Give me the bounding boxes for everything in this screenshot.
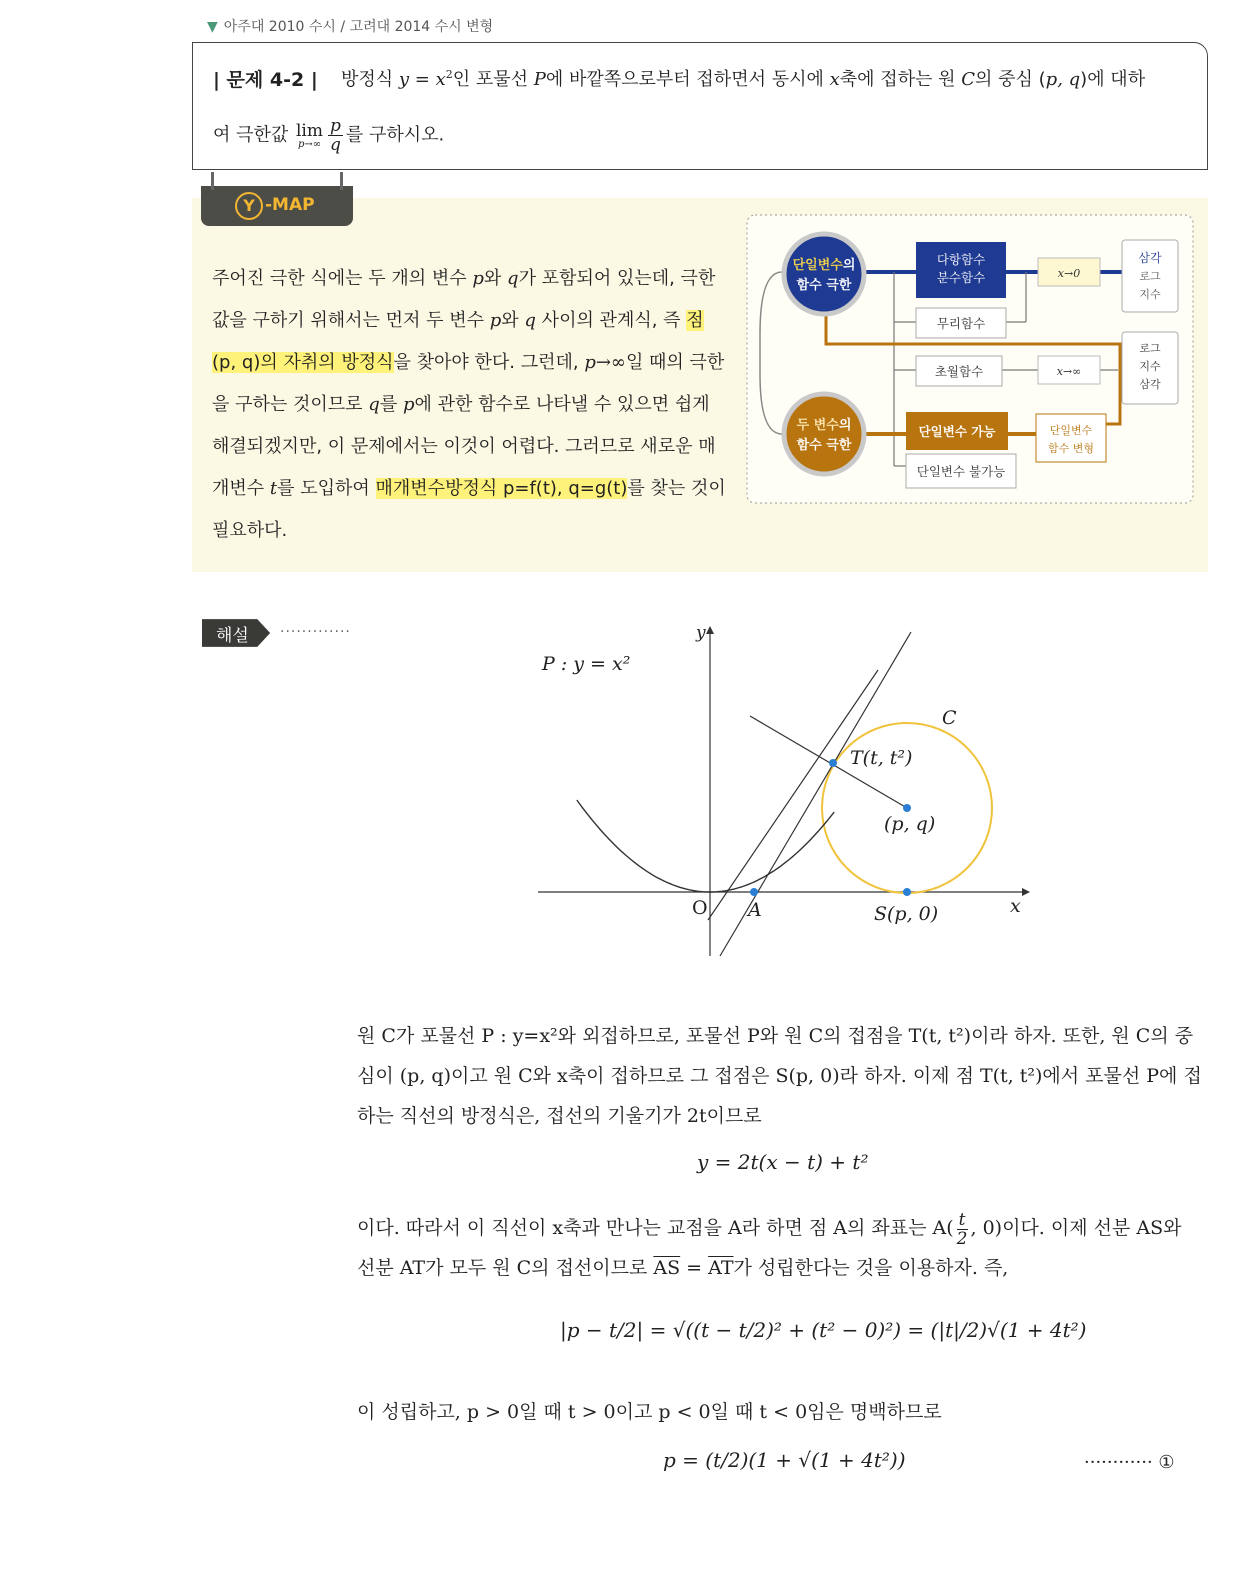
point-center [903,804,911,812]
math: p [472,268,484,289]
text: 를 도입하여 [277,478,376,499]
source-line [207,16,493,36]
box-text: 삼각 [1138,251,1162,265]
text: 와 [501,310,525,331]
text: , 0)이다. 이제 선분 AS와 선분 AT가 모두 원 C의 접선이므로 [357,1217,1182,1279]
y-axis-label: y [696,623,706,643]
math: p, q [1045,69,1081,90]
segment-at: $\overline{AT}$ [708,1257,734,1279]
denominator: 2 [956,1228,968,1249]
math: C [961,69,976,90]
ymap-paragraph [212,258,732,552]
equation-3-ref: ············ ① [1084,1452,1175,1473]
origin-label: O [692,897,708,919]
box-text: x→∞ [1056,365,1082,378]
circle-label: C [942,707,957,729]
highlight-locus: 점 (p, q)의 자취의 방정식 [212,310,704,373]
solution-paragraph-3: 이 성립하고, p > 0일 때 t > 0이고 p < 0일 때 t < 0임은 명백하므로 [357,1401,942,1423]
point-t-label: T(t, t²) [850,747,913,769]
lim-subscript: p→∞ [297,138,322,150]
math: p [402,394,415,415]
text: 를 [379,394,403,415]
circle-text: 두 변수의 [796,418,852,433]
triangle-down-icon: ▼ [207,19,218,35]
math: q [368,394,380,415]
problem-line-2 [213,117,444,154]
numerator: p [330,116,341,136]
box-text: 함수 변형 [1047,442,1095,455]
solution-tag-text: 해설 [216,626,249,646]
ymap-label: -MAP [265,195,315,215]
text: 를 구하시오. [345,124,445,146]
math: x [829,69,840,90]
text: 를 찾는 것이 필요하다. [212,478,726,541]
box-text: 단일변수 불가능 [916,464,1006,479]
source-text: 아주대 2010 수시 / 고려대 2014 수시 변형 [223,19,494,35]
box-text: 다항함수 [936,252,986,267]
text: 이다. 따라서 이 직선이 x축과 만나는 교점을 A라 하면 점 A의 좌표는 A( [357,1217,954,1239]
parabola-curve [577,800,834,892]
box-text: 로그 [1139,342,1161,355]
text: 가 포함되어 있는데, 극한 값을 구하기 위해서는 먼저 두 변수 [212,268,716,331]
text: = [680,1257,709,1279]
highlight-parametric: 매개변수방정식 p=f(t), q=g(t) [375,478,628,499]
box-text: 무리함수 [936,316,986,331]
math: p→∞ [584,352,626,373]
center-label: (p, q) [884,813,936,835]
box-text: 지수 [1139,288,1161,301]
fraction [957,1211,968,1248]
text: 일 때의 극한을 구하는 것이므로 [212,352,725,415]
box-text: x→0 [1057,267,1081,280]
text: 사이의 관계식, 즉 [535,310,687,331]
text: 에 바깥쪽으로부터 접하면서 동시에 [545,69,830,90]
text: 인 포물선 [452,69,534,90]
text: 의 중심 ( [975,69,1046,90]
text: 여 극한값 [213,124,294,146]
solution-paragraph-2 [357,1208,1205,1288]
text: 에 관한 함수로 나타낼 수 있으면 쉽게 해결되겠지만, 이 문제에서는 이것이 어렵다. 그러므로 새로운 매개변수 [212,394,716,499]
text: 축에 접하는 원 [839,69,962,90]
ymap-tag [201,186,353,226]
equation-3: p = (t/2)(1 + √(1 + 4t²)) [663,1448,906,1472]
text: 주어진 극한 식에는 두 개의 변수 [212,268,473,289]
point-a [750,888,758,896]
box-text: 초월함수 [934,364,984,379]
circle-text: 함수 극한 [796,278,852,293]
box-text: 단일변수 가능 [918,424,996,439]
solution-graph [530,620,1050,965]
equation-2: |p − t/2| = √((t − t/2)² + (t² − 0)²) = (|t|/2)√(1 + 4t²) [560,1318,1087,1342]
solution-dots: ············· [280,624,351,640]
problem-label: | 문제 4-2 | [213,69,318,91]
mindmap-diagram [746,214,1194,504]
tangent-line [708,670,878,920]
equation-1: y = 2t(x − t) + t² [697,1150,869,1174]
math: q [524,310,536,331]
math: q [507,268,519,289]
math: p [489,310,502,331]
tag-peg [211,172,214,190]
circle-text: 함수 극한 [796,438,852,453]
text: 방정식 [341,69,399,90]
lim-word: lim [296,120,323,141]
text: 가 성립한다는 것을 이용하자. 즉, [733,1257,1009,1279]
numerator: t [958,1209,966,1230]
circle-text: 단일변수의 [792,258,856,273]
math: y = x [398,69,446,90]
point-s [903,888,911,896]
fraction [328,117,343,154]
segment-as: $\overline{AS}$ [653,1257,681,1279]
text: 을 찾아야 한다. 그런데, [393,352,585,373]
box-text: 지수 [1139,360,1161,373]
text: )에 대하 [1080,69,1146,90]
box-text: 로그 [1139,270,1161,283]
point-s-label: S(p, 0) [874,903,939,925]
text: 와 [483,268,508,289]
curve-label: P : y = x² [542,653,631,675]
ymap-logo-icon: Y [235,192,263,220]
math: t [269,478,278,499]
problem-line-1: 방정식 $y = x^2$인 포물선 P에 바깥쪽으로부터 접하면서 동시에 x축에 접하는 원 C의 중심 (p, q)에 대하 [341,68,1146,90]
box-text: 단일변수 [1049,424,1093,437]
box-text: 삼각 [1139,378,1161,391]
y-axis-arrow-icon [706,626,714,634]
problem-box [192,42,1208,170]
point-t [829,759,837,767]
point-a-label: A [748,899,762,921]
x-axis-arrow-icon [1022,888,1030,896]
math: P [533,69,546,90]
box-text: 분수함수 [936,270,986,285]
limit-operator [296,122,323,150]
single-variable-circle [784,234,864,314]
denominator: q [330,135,341,155]
x-axis-label: x [1010,895,1021,917]
tag-peg [340,172,343,190]
two-variable-circle [784,394,864,474]
solution-paragraph-1: 원 C가 포물선 P : y=x²와 외접하므로, 포물선 P와 원 C의 접점을 T(t, t²)이라 하자. 또한, 원 C의 중심이 (p, q)이고 원 C와 x축이 접하므로 그 접점은 S(p, 0)라 하자. 이제 점 T(t, t²)에서 포물선 P에 접하는 직선의 방정식은, 접선의 기울기가 2t이므로 [357,1025,1202,1127]
